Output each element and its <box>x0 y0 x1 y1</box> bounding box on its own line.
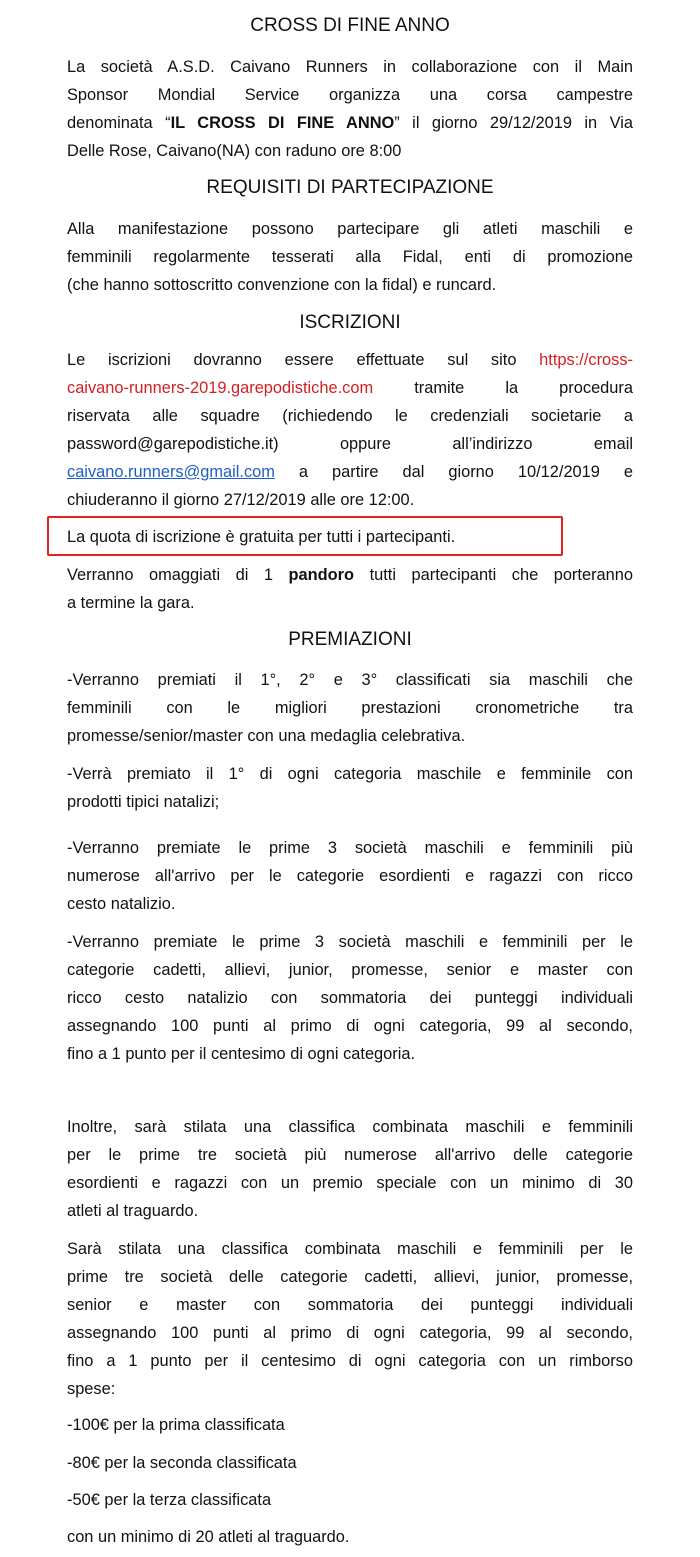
premiazioni-line: -Verranno premiate le prime 3 società maschili e femminili più <box>67 839 633 857</box>
premiazioni-line: prime tre società delle categorie cadetti, allievi, junior, promesse, <box>67 1268 633 1286</box>
prize-third: -50€ per la terza classificata <box>67 1491 272 1509</box>
premiazioni-line: assegnando 100 punti al primo di ogni categoria, 99 al secondo, <box>67 1324 633 1342</box>
prize-item <box>67 1411 633 1439</box>
pandoro-text: tutti partecipanti che porteranno <box>354 566 633 584</box>
pandoro-bold: pandoro <box>288 566 355 584</box>
final-line: con un minimo di 20 atleti al traguardo. <box>67 1528 350 1546</box>
prize-item <box>67 1449 633 1477</box>
intro-line <box>67 109 633 137</box>
requisiti-line: femminili regolarmente tesserati alla Fidal, enti di promozione <box>67 248 633 266</box>
iscrizioni-line <box>67 346 633 374</box>
pandoro-paragraph <box>67 561 633 617</box>
intro-text: denominata “ <box>67 114 171 132</box>
premiazioni-line: numerose all'arrivo per le categorie esordienti e ragazzi con ricco <box>67 867 633 885</box>
pandoro-line <box>67 561 633 589</box>
premiazioni-paragraph-3 <box>67 834 633 918</box>
premiazioni-line: fino a 1 punto per il centesimo di ogni categoria. <box>67 1045 416 1063</box>
premiazioni-line: fino a 1 punto per il centesimo di ogni categoria con un rimborso <box>67 1352 633 1370</box>
premiazioni-paragraph-6 <box>67 1235 633 1403</box>
iscrizioni-text: a partire dal giorno 10/12/2019 e <box>274 463 633 481</box>
requisiti-heading: REQUISITI DI PARTECIPAZIONE <box>206 177 494 198</box>
website-link-cont[interactable]: caivano-runners-2019.garepodistiche.com <box>67 379 374 397</box>
premiazioni-line: -Verranno premiate le prime 3 società maschili e femminili per le <box>67 933 633 951</box>
website-link[interactable]: https://cross- <box>539 351 633 369</box>
premiazioni-line: femminili con le migliori prestazioni cronometriche tra <box>67 699 633 717</box>
iscrizioni-line: password@garepodistiche.it) oppure all’indirizzo email <box>67 435 633 453</box>
iscrizioni-text: tramite la procedura <box>373 379 633 397</box>
premiazioni-line: -Verranno premiati il 1°, 2° e 3° classificati sia maschili che <box>67 671 633 689</box>
requisiti-line: Alla manifestazione possono partecipare gli atleti maschili e <box>67 220 633 238</box>
requisiti-paragraph <box>67 215 633 299</box>
premiazioni-line: Inoltre, sarà stilata una classifica combinata maschili e femminili <box>67 1118 633 1136</box>
iscrizioni-paragraph <box>67 346 633 514</box>
premiazioni-line: prodotti tipici natalizi; <box>67 793 220 811</box>
premiazioni-heading: PREMIAZIONI <box>288 629 412 650</box>
final-note <box>67 1523 633 1551</box>
premiazioni-line: spese: <box>67 1380 116 1398</box>
prize-second: -80€ per la seconda classificata <box>67 1454 297 1472</box>
requisiti-line: (che hanno sottoscritto convenzione con la fidal) e runcard. <box>67 276 497 294</box>
premiazioni-line: cesto natalizio. <box>67 895 176 913</box>
document-title: CROSS DI FINE ANNO <box>250 15 450 36</box>
premiazioni-line: per le prime tre società più numerose all'arrivo delle categorie <box>67 1146 633 1164</box>
iscrizioni-line: chiuderanno il giorno 27/12/2019 alle ore 12:00. <box>67 491 415 509</box>
prize-first: -100€ per la prima classificata <box>67 1416 285 1434</box>
premiazioni-paragraph-2 <box>67 760 633 816</box>
premiazioni-line: categorie cadetti, allievi, junior, promesse, senior e master con <box>67 961 633 979</box>
premiazioni-line: Sarà stilata una classifica combinata maschili e femminili per le <box>67 1240 633 1258</box>
pandoro-text: Verranno omaggiati di 1 <box>67 566 289 584</box>
iscrizioni-line: riservata alle squadre (richiedendo le credenziali societarie a <box>67 407 633 425</box>
premiazioni-line: -Verrà premiato il 1° di ogni categoria maschile e femminile con <box>67 765 633 783</box>
intro-paragraph <box>67 53 633 165</box>
email-link[interactable]: caivano.runners@gmail.com <box>67 463 275 481</box>
premiazioni-line: ricco cesto natalizio con sommatoria dei punteggi individuali <box>67 989 633 1007</box>
premiazioni-line: assegnando 100 punti al primo di ogni categoria, 99 al secondo, <box>67 1017 633 1035</box>
event-name: IL CROSS DI FINE ANNO <box>170 114 395 132</box>
premiazioni-line: senior e master con sommatoria dei punteggi individuali <box>67 1296 633 1314</box>
iscrizioni-line <box>67 374 633 402</box>
premiazioni-line: atleti al traguardo. <box>67 1202 199 1220</box>
premiazioni-paragraph-5 <box>67 1113 633 1225</box>
premiazioni-line: promesse/senior/master con una medaglia celebrativa. <box>67 727 466 745</box>
pandoro-line: a termine la gara. <box>67 594 195 612</box>
iscrizioni-line <box>67 458 633 486</box>
premiazioni-paragraph-1 <box>67 666 633 750</box>
iscrizioni-heading: ISCRIZIONI <box>299 312 401 333</box>
intro-line: La società A.S.D. Caivano Runners in collaborazione con il Main <box>67 58 633 76</box>
quota-line: La quota di iscrizione è gratuita per tutti i partecipanti. <box>67 528 456 546</box>
intro-text: ” il giorno 29/12/2019 in Via <box>394 114 633 132</box>
quota-paragraph <box>67 523 633 551</box>
intro-line: Delle Rose, Caivano(NA) con raduno ore 8:00 <box>67 142 402 160</box>
iscrizioni-text: Le iscrizioni dovranno essere effettuate sul sito <box>67 351 540 369</box>
prize-item <box>67 1486 633 1514</box>
premiazioni-line: esordienti e ragazzi con un premio speciale con un minimo di 30 <box>67 1174 633 1192</box>
intro-line: Sponsor Mondial Service organizza una corsa campestre <box>67 86 633 104</box>
premiazioni-paragraph-4 <box>67 928 633 1068</box>
